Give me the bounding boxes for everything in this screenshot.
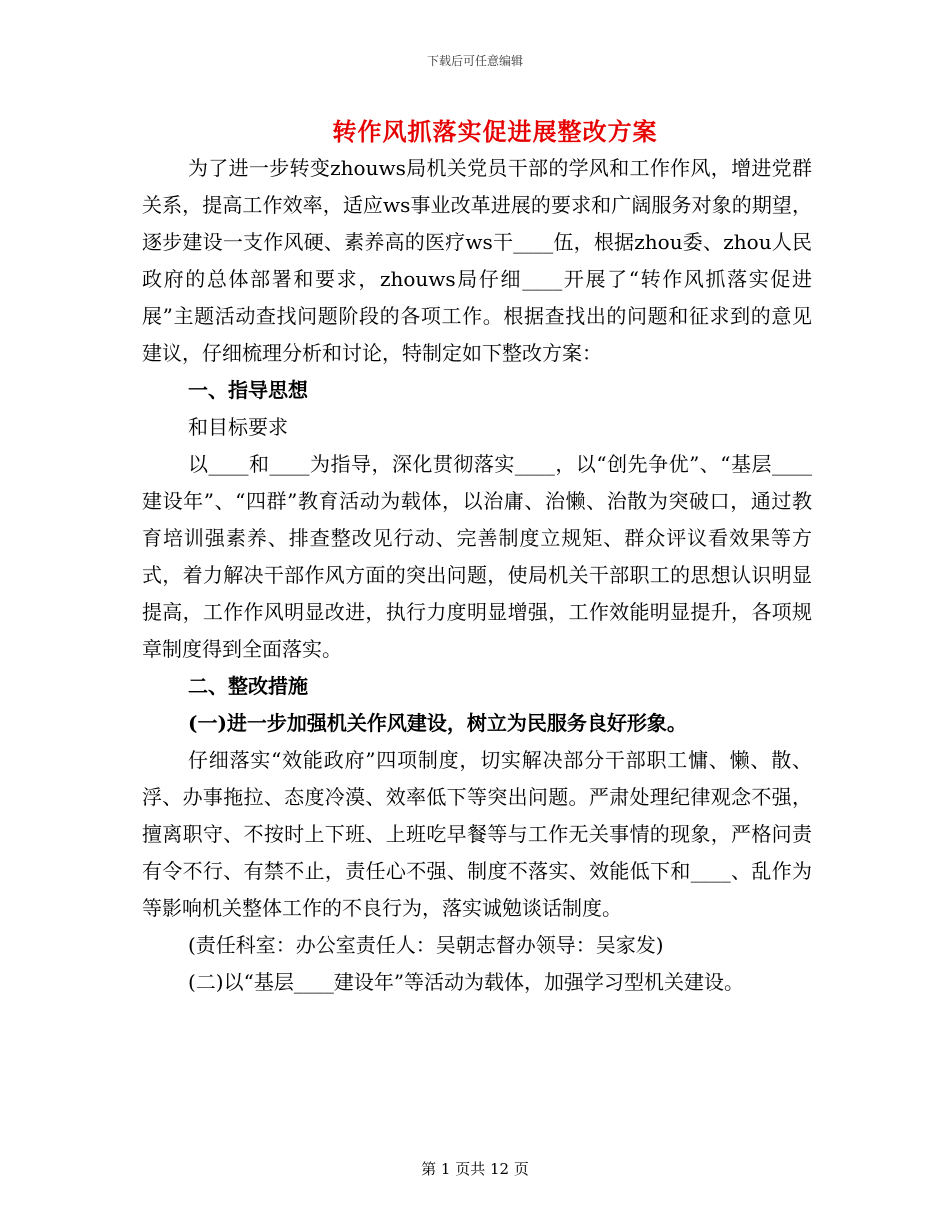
section-subheading-goals: 和目标要求: [188, 415, 288, 439]
measure-heading-2: (二)以“基层____建设年”等活动为载体，加强学习型机关建设。: [188, 970, 745, 994]
measure-1-paragraph: 仔细落实“效能政府”四项制度，切实解决部分干部职工慵、懒、散、浮、办事拖拉、态度冷漠、效率低下等突出问题。严肃处理纪律观念不强，擅离职守、不按时上下班、上班吃早餐等与工作无关事情的现象，严格问责有令不行、有禁不止，责任心不强、制度不落实、效能低下和____、乱作为等影响机关整体工作的不良行为，落实诚勉谈话制度。: [142, 748, 812, 920]
measure-heading-1: (一)进一步加强机关作风建设，树立为民服务良好形象。: [188, 711, 687, 735]
document-body: [142, 150, 812, 1001]
page-number: 第 1 页共 12 页: [421, 1160, 529, 1178]
intro-paragraph: 为了进一步转变zhouws局机关党员干部的学风和工作作风，增进党群关系，提高工作效率，适应ws事业改革进展的要求和广阔服务对象的期望，逐步建设一支作风硬、素养高的医疗ws干____伍，根据zhou委、zhou人民政府的总体部署和要求，zhouws局仔细____开展了“转作风抓落实促进展”主题活动查找问题阶段的各项工作。根据查找出的问题和征求到的意见建议，仔细梳理分析和讨论，特制定如下整改方案：: [142, 156, 812, 365]
section-heading-measures: 二、整改措施: [188, 674, 308, 698]
header-note: 下载后可任意编辑: [426, 54, 523, 68]
document-title: 转作风抓落实促进展整改方案: [332, 117, 658, 146]
section-heading-guiding-ideology: 一、指导思想: [188, 378, 308, 402]
guiding-ideology-paragraph: 以____和____为指导，深化贯彻落实____，以“创先争优”、“基层____建设年”、“四群”教育活动为载体，以治庸、治懒、治散为突破口，通过教育培训强素养、排查整改见行动、完善制度立规矩、群众评议看效果等方式，着力解决干部作风方面的突出问题，使局机关干部职工的思想认识明显提高，工作作风明显改进，执行力度明显增强，工作效能明显提升，各项规章制度得到全面落实。: [142, 452, 812, 661]
responsibility-note: (责任科室：办公室责任人：吴朝志督办领导：吴家发): [188, 933, 664, 957]
